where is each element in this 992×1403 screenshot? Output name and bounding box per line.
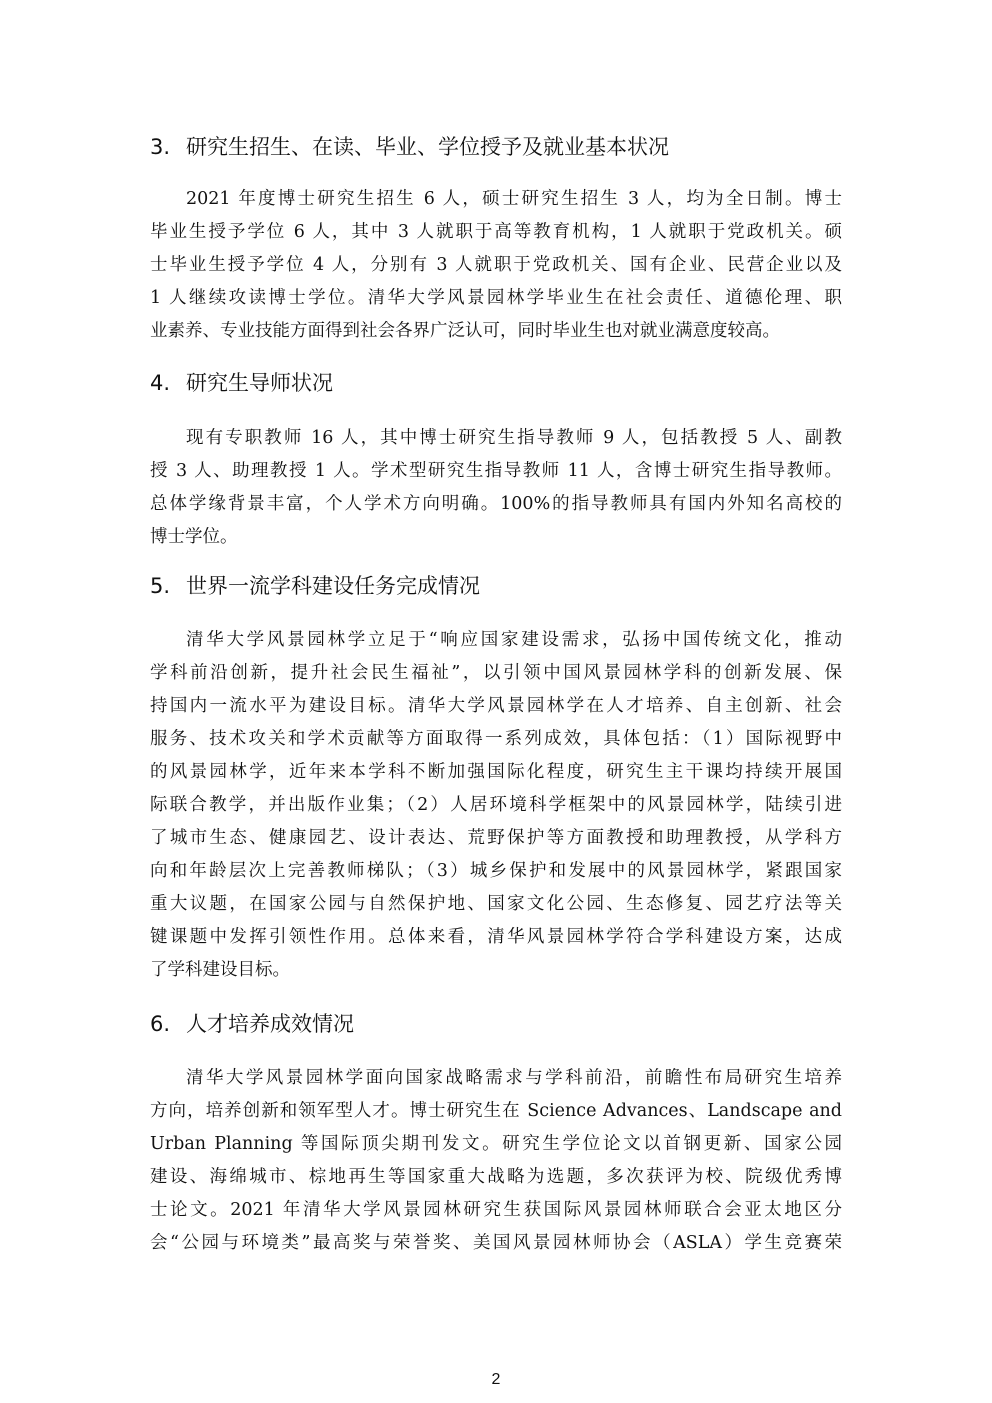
paragraph-line: 博士学位。 xyxy=(150,527,238,547)
paragraph-line: 服务、技术攻关和学术贡献等方面取得一系列成效，具体包括：（1）国际视野中 xyxy=(150,729,842,749)
section-5-paragraph xyxy=(150,624,842,987)
paragraph-line: 总体学缘背景丰富，个人学术方向明确。100%的指导教师具有国内外知名高校的 xyxy=(150,494,842,514)
paragraph-line: 了城市生态、健康园艺、设计表达、荒野保护等方面教授和助理教授，从学科方 xyxy=(150,828,842,848)
paragraph-line: 授 3 人、助理教授 1 人。学术型研究生指导教师 11 人，含博士研究生指导教师。 xyxy=(150,461,842,481)
paragraph-line: 方向，培养创新和领军型人才。博士研究生在 Science Advances、Landscape and xyxy=(150,1101,842,1121)
paragraph-line: 持国内一流水平为建设目标。清华大学风景园林学在人才培养、自主创新、社会 xyxy=(150,696,842,716)
paragraph-line: 际联合教学，并出版作业集；（2）人居环境科学框架中的风景园林学，陆续引进 xyxy=(150,795,842,815)
section-5-title: 世界一流学科建设任务完成情况 xyxy=(186,574,480,598)
section-6-number: 6. xyxy=(150,1012,171,1036)
paragraph-line: 士论文。2021 年清华大学风景园林研究生获国际风景园林师联合会亚太地区分 xyxy=(150,1200,842,1220)
section-6-title: 人才培养成效情况 xyxy=(186,1012,354,1036)
paragraph-line: 现有专职教师 16 人，其中博士研究生指导教师 9 人，包括教授 5 人、副教 xyxy=(186,428,842,448)
section-4-heading xyxy=(150,368,850,398)
paragraph-line: 清华大学风景园林学立足于“响应国家建设需求，弘扬中国传统文化，推动 xyxy=(186,630,842,650)
paragraph-line: 学科前沿创新，提升社会民生福祉”，以引领中国风景园林学科的创新发展、保 xyxy=(150,663,842,683)
section-5-heading xyxy=(150,571,850,601)
section-4-number: 4. xyxy=(150,371,171,395)
paragraph-line: 了学科建设目标。 xyxy=(150,960,290,980)
section-6-heading xyxy=(150,1009,850,1039)
paragraph-line: 的风景园林学，近年来本学科不断加强国际化程度，研究生主干课均持续开展国 xyxy=(150,762,842,782)
section-3-paragraph xyxy=(150,183,842,348)
paragraph-line: 清华大学风景园林学面向国家战略需求与学科前沿，前瞻性布局研究生培养 xyxy=(186,1068,842,1088)
paragraph-line: 2021 年度博士研究生招生 6 人，硕士研究生招生 3 人，均为全日制。博士 xyxy=(186,189,842,209)
section-5-number: 5. xyxy=(150,574,171,598)
paragraph-line: 建设、海绵城市、棕地再生等国家重大战略为选题，多次获评为校、院级优秀博 xyxy=(150,1167,842,1187)
paragraph-line: Urban Planning 等国际顶尖期刊发文。研究生学位论文以首钢更新、国家公园 xyxy=(150,1134,842,1154)
paragraph-line: 业素养、专业技能方面得到社会各界广泛认可，同时毕业生也对就业满意度较高。 xyxy=(150,321,780,341)
paragraph-line: 士毕业生授予学位 4 人，分别有 3 人就职于党政机关、国有企业、民营企业以及 xyxy=(150,255,842,275)
paragraph-line: 键课题中发挥引领性作用。总体来看，清华风景园林学符合学科建设方案，达成 xyxy=(150,927,842,947)
paragraph-line: 向和年龄层次上完善教师梯队；（3）城乡保护和发展中的风景园林学，紧跟国家 xyxy=(150,861,842,881)
section-3-heading xyxy=(150,132,850,162)
section-4-title: 研究生导师状况 xyxy=(186,371,333,395)
paragraph-line: 会“公园与环境类”最高奖与荣誉奖、美国风景园林师协会（ASLA）学生竞赛荣 xyxy=(150,1233,842,1253)
paragraph-line: 重大议题，在国家公园与自然保护地、国家文化公园、生态修复、园艺疗法等关 xyxy=(150,894,842,914)
section-3-number: 3. xyxy=(150,135,171,159)
section-4-paragraph xyxy=(150,422,842,554)
section-3-title: 研究生招生、在读、毕业、学位授予及就业基本状况 xyxy=(186,135,669,159)
paragraph-line: 毕业生授予学位 6 人，其中 3 人就职于高等教育机构，1 人就职于党政机关。硕 xyxy=(150,222,842,242)
page-number: 2 xyxy=(491,1371,501,1388)
section-6-paragraph xyxy=(150,1062,842,1260)
paragraph-line: 1 人继续攻读博士学位。清华大学风景园林学毕业生在社会责任、道德伦理、职 xyxy=(150,288,842,308)
